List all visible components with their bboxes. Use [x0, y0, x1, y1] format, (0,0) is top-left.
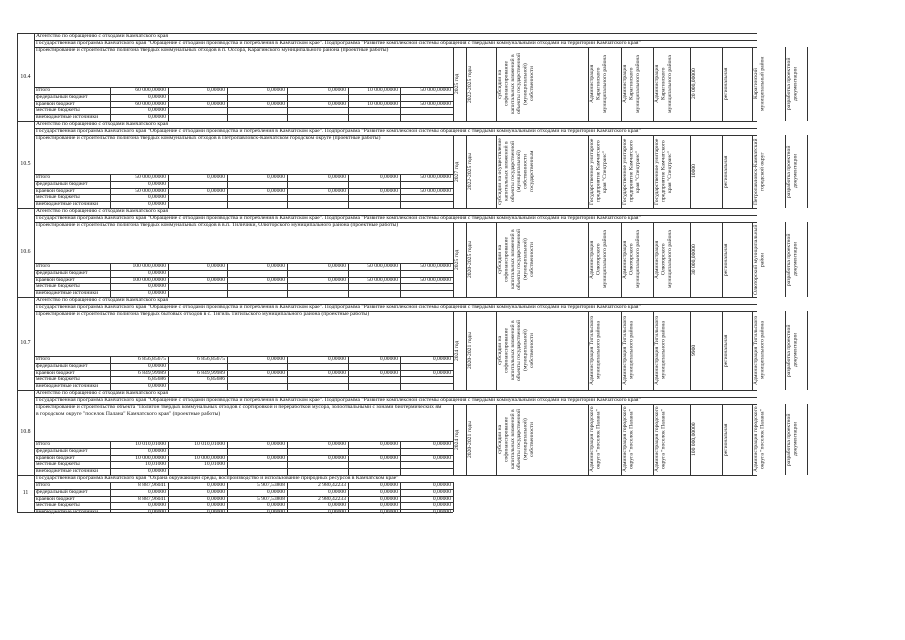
finance-value: 0,00000	[327, 454, 346, 461]
finance-value: 10 000,00000	[194, 454, 225, 461]
rule-line	[348, 441, 349, 475]
finance-value: 0,00000	[432, 482, 451, 488]
finance-value: 0,00000	[327, 100, 346, 107]
finance-row-label: внебюджетные источники	[36, 468, 99, 475]
finance-value: 0,00000	[379, 174, 398, 180]
vertical-attribute: субсидии на софинансирование капитальных вложений в объекты государственной (муниципальной) собственности	[497, 53, 536, 115]
finance-row-label: Итого	[36, 263, 51, 269]
row-number: 10.7	[20, 340, 31, 346]
rule-line	[227, 87, 228, 121]
vertical-attribute: Государственное унитарное предприятие Камчатского края "Спецтранс"	[622, 138, 641, 205]
finance-value: 0,00000	[206, 488, 225, 495]
row-number: 11	[22, 490, 29, 496]
finance-value: 60 000,00000	[135, 87, 166, 93]
object-title: Проектирование и строительство полигона твердых коммунальных отходов в Петропавловск-Камчатском городском округе (проектные работы)	[36, 135, 381, 141]
finance-value: 10 000,00000	[135, 454, 166, 461]
finance-value: 0,00000	[432, 509, 451, 516]
rule-line	[168, 356, 169, 390]
finance-value: 0,00000	[206, 482, 225, 488]
finance-value: 0,00000	[379, 454, 398, 461]
object-title: Проектирование и строительство полигона твердых коммунальных отходов в п. Оссора, Карагинского муниципального района (проектные работы)	[36, 47, 389, 53]
vertical-attribute: Государственное унитарное предприятие Камчатского края "Спецтранс"	[654, 138, 673, 205]
vertical-attribute: субсидии на осуществление капитальных вложений в объекты государственной (муниципальной) собственности государственным	[497, 138, 536, 205]
vertical-attribute: разработка проектной документации	[786, 57, 799, 111]
vertical-attribute: 2025 год	[454, 249, 460, 270]
rule-line	[227, 482, 228, 512]
object-title: Проектирование и строительство полигона твердых коммунальных отходов в в.п. Тиличики, Олюторского муниципального района (проектные работы)	[36, 222, 399, 228]
vertical-attribute: 2022-2025 годы	[467, 65, 473, 103]
rule-line	[400, 263, 401, 297]
program-title: Государственная программа Камчатского края "Обращение с отходами производства и потребления в Камчатском крае". Подпрограмма "Развитие комплексной системы обращения с твердыми коммунальными отходами на территории Камчатского края"	[36, 128, 641, 134]
finance-row-label: краевой бюджет	[36, 276, 75, 283]
finance-value: 0,00000	[379, 482, 398, 488]
rule-line	[287, 87, 288, 121]
finance-value: 10 000,00000	[367, 87, 398, 93]
finance-value: 0,00000	[266, 441, 285, 447]
rule-line	[110, 441, 111, 475]
finance-value: 5 907,53808	[257, 482, 285, 488]
finance-value: 0,00000	[327, 263, 346, 269]
finance-value: 0,00000	[327, 441, 346, 447]
rule-line	[17, 512, 453, 513]
rule-line	[110, 174, 111, 208]
finance-value: 0,00000	[379, 502, 398, 509]
program-title: Государственная программа Камчатского края "Обращение с отходами производства и потребления в Камчатском крае". Подпрограмма "Развитие комплексной системы обращения с твердыми коммунальными отходами на территории Камчатского края"	[36, 397, 641, 403]
finance-row-label: внебюджетные источники	[36, 201, 99, 208]
finance-value: 50 000,00000	[135, 187, 166, 194]
vertical-attribute: Администрация Тигильского муниципального района	[753, 315, 766, 386]
finance-row-label: федеральный бюджет	[36, 447, 88, 454]
finance-value: 0,00000	[432, 488, 451, 495]
row-number: 10.6	[20, 249, 31, 255]
rule-line	[110, 87, 111, 121]
vertical-attribute: региональная	[723, 243, 729, 276]
finance-value: 0,00000	[147, 201, 166, 208]
finance-row-label: Итого	[36, 356, 51, 362]
vertical-attribute: Администрация городского округа "поселок Палана"	[622, 406, 635, 473]
finance-row-label: местные бюджеты	[36, 283, 80, 290]
finance-value: 0,00000	[147, 509, 166, 516]
finance-row-label: краевой бюджет	[36, 369, 75, 376]
vertical-attribute: Администрация городского округа "поселок Палана"	[753, 406, 766, 473]
rule-line	[400, 482, 401, 512]
vertical-attribute: 10000	[691, 164, 697, 179]
vertical-attribute: Администрация Тигильского муниципального района	[589, 315, 602, 386]
finance-row-label: внебюджетные источники	[36, 290, 99, 297]
finance-value: 0,00000	[266, 187, 285, 194]
agency-name: Агентство по обращению с отходами Камчатского края	[36, 33, 168, 39]
vertical-attribute: субсидии на софинансирование капитальных вложений в объекты государственной (муниципальной) собственности	[497, 409, 536, 470]
agency-name: Агентство по обращению с отходами Камчатского края	[36, 390, 168, 396]
finance-value: 0,00000	[327, 187, 346, 194]
vertical-attribute: Карагинский муниципальный район	[753, 56, 766, 112]
finance-value: 2 980,42233	[318, 482, 346, 488]
finance-row-label: местные бюджеты	[36, 376, 80, 383]
vertical-attribute: субсидии на софинансирование капитальных вложений в объекты государственной (муниципальной) собственности	[497, 229, 536, 290]
vertical-attribute: региональная	[723, 423, 729, 456]
finance-value: 0,00000	[266, 263, 285, 269]
finance-value: 8 887,96041	[138, 482, 166, 488]
finance-value: 6 856,85675	[197, 356, 225, 362]
vertical-attribute: Администрация Карагинского муниципального района	[654, 55, 673, 113]
program-title: Государственная программа Камчатского края "Охрана окружающей среды, воспроизводство и использование природных ресурсов в Камчатском крае"	[36, 475, 399, 481]
vertical-attribute: разработка проектной документации	[786, 413, 799, 466]
finance-row-label: внебюджетные источники	[36, 114, 99, 121]
row-number: 10.8	[20, 429, 31, 435]
finance-value: 0,00000	[147, 114, 166, 121]
finance-value: 50 000,00000	[420, 187, 451, 194]
vertical-attribute: 2022-2025 годы	[467, 152, 473, 191]
vertical-attribute: 20 000,00000	[691, 68, 697, 100]
vertical-attribute: Администрация Карагинского муниципального района	[622, 55, 641, 113]
finance-row-label: местные бюджеты	[36, 194, 80, 201]
finance-value: 0,00000	[206, 100, 225, 107]
vertical-attribute: Администрация Тигильского муниципального района	[654, 315, 667, 386]
finance-value: 0,00000	[147, 283, 166, 290]
finance-row-label: краевой бюджет	[36, 187, 75, 194]
vertical-attribute: Администрация Олюторского муниципального района	[654, 230, 673, 289]
finance-row-label: краевой бюджет	[36, 495, 75, 502]
vertical-attribute: разработка проектной документации	[786, 233, 799, 286]
vertical-attribute: Олюторский муниципальный район	[753, 224, 766, 295]
finance-value: 50 000,00000	[420, 174, 451, 180]
object-title: Проектирование и строительство полигона твердых бытовых отходов в с. Тигиль Тигильского муниципального района (проектные работы)	[36, 311, 370, 317]
rule-line	[168, 441, 169, 475]
finance-value: 0,00000	[206, 87, 225, 93]
vertical-attribute: 100 000,00000	[691, 422, 697, 457]
vertical-attribute: 2020-2025 годы	[467, 240, 473, 279]
finance-value: 10 010,01000	[194, 441, 225, 447]
rule-line	[168, 482, 169, 512]
rule-line	[287, 441, 288, 475]
rule-line	[110, 356, 111, 390]
finance-value: 6,85686	[147, 376, 166, 383]
program-title: Государственная программа Камчатского края "Обращение с отходами производства и потребления в Камчатском крае". Подпрограмма "Развитие комплексной системы обращения с твердыми коммунальными отходами на территории Камчатского края"	[36, 40, 641, 46]
finance-value: 0,00000	[379, 356, 398, 362]
rule-line	[400, 174, 401, 208]
vertical-attribute: региональная	[723, 155, 729, 188]
finance-value: 50 000,00000	[367, 276, 398, 283]
finance-value: 0,00000	[327, 502, 346, 509]
finance-value: 50 000,00000	[135, 174, 166, 180]
finance-value: 0,00000	[432, 369, 451, 376]
finance-row-label: внебюджетные источники	[36, 383, 99, 390]
finance-value: 0,00000	[147, 107, 166, 114]
finance-value: 0,00000	[379, 488, 398, 495]
rule-line	[287, 263, 288, 297]
finance-row-label: местные бюджеты	[36, 461, 80, 468]
finance-value: 0,00000	[327, 369, 346, 376]
finance-value: 100 000,00000	[132, 276, 166, 283]
finance-value: 0,00000	[206, 263, 225, 269]
finance-value: 0,00000	[432, 441, 451, 447]
finance-value: 0,00000	[432, 495, 451, 502]
rule-line	[400, 356, 401, 390]
rule-line	[227, 356, 228, 390]
rule-line	[807, 47, 808, 121]
finance-value: 10 010,01000	[135, 441, 166, 447]
finance-value: 0,00000	[266, 174, 285, 180]
vertical-attribute: Администрация Карагинского муниципального района	[589, 55, 608, 113]
finance-value: 0,00000	[147, 488, 166, 495]
finance-value: 0,00000	[206, 509, 225, 516]
row-number: 10.5	[20, 161, 31, 167]
finance-value: 0,00000	[327, 509, 346, 516]
finance-value: 0,00000	[327, 276, 346, 283]
finance-value: 0,00000	[266, 454, 285, 461]
finance-row-label: краевой бюджет	[36, 454, 75, 461]
rule-line	[110, 263, 111, 297]
finance-value: 0,00000	[379, 509, 398, 516]
finance-value: 10,01000	[145, 461, 166, 468]
rule-line	[807, 311, 808, 390]
finance-value: 0,00000	[206, 502, 225, 509]
vertical-attribute: разработка проектной документации	[786, 145, 799, 198]
vertical-attribute: 2024 год	[454, 429, 460, 450]
finance-value: 100 000,00000	[132, 263, 166, 269]
finance-value: 0,00000	[147, 180, 166, 187]
rule-line	[168, 174, 169, 208]
finance-value: 6 849,99989	[138, 369, 166, 376]
rule-line	[168, 263, 169, 297]
finance-value: 0,00000	[266, 356, 285, 362]
finance-value: 50 000,00000	[420, 263, 451, 269]
rule-line	[348, 356, 349, 390]
rule-line	[110, 482, 111, 512]
finance-value: 0,00000	[147, 447, 166, 454]
rule-line	[400, 87, 401, 121]
vertical-attribute: 2020-2021 годы	[467, 420, 473, 459]
finance-row-label: местные бюджеты	[36, 502, 80, 509]
finance-value: 0,00000	[379, 441, 398, 447]
vertical-attribute: 30 000,00000	[691, 244, 697, 275]
finance-value: 0,00000	[327, 488, 346, 495]
finance-row-label: внебюджетные источники	[36, 509, 99, 516]
rule-line	[348, 263, 349, 297]
finance-row-label: Итого	[36, 174, 51, 180]
rule-line	[400, 441, 401, 475]
finance-value: 0,00000	[206, 276, 225, 283]
finance-value: 5 907,53808	[257, 495, 285, 502]
vertical-attribute: 9900	[691, 344, 697, 357]
vertical-attribute: 2020-2021 годы	[467, 331, 473, 370]
finance-value: 2 980,42233	[318, 495, 346, 502]
finance-value: 0,00000	[147, 362, 166, 369]
vertical-attribute: Администрация Олюторского муниципального района	[622, 230, 641, 289]
finance-value: 6 849,99989	[197, 369, 225, 376]
finance-value: 0,00000	[147, 383, 166, 390]
vertical-attribute: Администрация Олюторского муниципального района	[589, 230, 608, 289]
rule-line	[348, 87, 349, 121]
finance-row-label: краевой бюджет	[36, 100, 75, 107]
program-title: Государственная программа Камчатского края "Обращение с отходами производства и потребления в Камчатском крае". Подпрограмма "Развитие комплексной системы обращения с твердыми коммунальными отходами на территории Камчатского края"	[36, 304, 641, 310]
finance-value: 0,00000	[432, 454, 451, 461]
vertical-attribute: региональная	[723, 67, 729, 101]
rule-line	[227, 441, 228, 475]
vertical-attribute: Администрация городского округа "поселок Палана"	[654, 406, 667, 473]
rule-line	[168, 87, 169, 121]
rule-line	[807, 135, 808, 208]
finance-value: 60 000,00000	[135, 100, 166, 107]
finance-value: 0,00000	[147, 502, 166, 509]
finance-value: 6 856,85675	[138, 356, 166, 362]
vertical-attribute: Администрация городского округа "поселок Палана"	[589, 406, 602, 473]
finance-value: 0,00000	[147, 468, 166, 475]
vertical-attribute: Петропавловск-Камчатский городской округ	[753, 138, 766, 205]
finance-value: 0,00000	[432, 502, 451, 509]
rule-line	[227, 174, 228, 208]
row-number: 10.4	[20, 74, 31, 80]
agency-name: Агентство по обращению с отходами Камчатского края	[36, 297, 168, 303]
rule-line	[227, 263, 228, 297]
finance-value: 0,00000	[147, 269, 166, 276]
finance-value: 0,00000	[266, 488, 285, 495]
finance-value: 0,00000	[206, 495, 225, 502]
rule-line	[348, 174, 349, 208]
vertical-attribute: разработка проектной документации	[786, 324, 799, 377]
rule-line	[453, 482, 454, 512]
finance-row-label: Итого	[36, 441, 51, 447]
finance-row-label: федеральный бюджет	[36, 180, 88, 187]
finance-value: 0,00000	[327, 356, 346, 362]
agency-name: Агентство по обращению с отходами Камчатского края	[36, 121, 168, 127]
finance-value: 0,00000	[206, 187, 225, 194]
finance-row-label: Итого	[36, 482, 51, 488]
finance-value: 0,00000	[327, 174, 346, 180]
finance-value: 0,00000	[147, 290, 166, 297]
vertical-attribute: Государственное унитарное предприятие Камчатского края "Спецтранс"	[589, 138, 608, 205]
finance-value: 0,00000	[266, 87, 285, 93]
finance-value: 10 000,00000	[367, 100, 398, 107]
vertical-attribute: субсидии на софинансирование капитальных вложений в объекты государственной (муниципальной) собственности	[497, 320, 536, 381]
finance-row-label: федеральный бюджет	[36, 269, 88, 276]
finance-value: 0,00000	[266, 369, 285, 376]
finance-value: 0,00000	[379, 369, 398, 376]
finance-value: 0,00000	[147, 194, 166, 201]
finance-value: 50 000,00000	[420, 100, 451, 107]
vertical-attribute: 2024 год	[454, 340, 460, 361]
finance-row-label: Итого	[36, 87, 51, 93]
finance-value: 0,00000	[327, 87, 346, 93]
finance-row-label: федеральный бюджет	[36, 362, 88, 369]
finance-value: 50 000,00000	[420, 276, 451, 283]
vertical-attribute: 2025 год	[454, 73, 460, 95]
rule-line	[287, 482, 288, 512]
finance-value: 0,00000	[266, 502, 285, 509]
finance-value: 6,85686	[206, 376, 225, 383]
finance-value: 0,00000	[379, 187, 398, 194]
finance-value: 0,00000	[379, 495, 398, 502]
vertical-attribute: 2027 год	[454, 161, 460, 182]
finance-value: 50 000,00000	[367, 263, 398, 269]
finance-value: 0,00000	[432, 356, 451, 362]
finance-row-label: федеральный бюджет	[36, 488, 88, 495]
vertical-attribute: региональная	[723, 334, 729, 367]
vertical-attribute: Администрация Тигильского муниципального района	[622, 315, 635, 386]
rule-line	[348, 482, 349, 512]
finance-row-label: местные бюджеты	[36, 107, 80, 114]
finance-row-label: федеральный бюджет	[36, 93, 88, 100]
agency-name: Агентство по обращению с отходами Камчатского края	[36, 208, 168, 214]
program-title: Государственная программа Камчатского края "Обращение с отходами производства и потребления в Камчатском крае". Подпрограмма "Развитие комплексной системы обращения с твердыми коммунальными отходами на территории Камчатского края"	[36, 215, 641, 221]
rule-line	[807, 404, 808, 475]
rule-line	[287, 174, 288, 208]
finance-value: 0,00000	[206, 174, 225, 180]
finance-value: 8 887,96041	[138, 495, 166, 502]
finance-value: 10,01000	[204, 461, 225, 468]
rule-line	[807, 222, 808, 297]
object-title: Проектирование и строительство объекта "Полигон твердых коммунальных отходов с сортировкой и переработкой мусора, золоотвальными с зонами биотермических ям в городском округе "поселок Палана" Камчатского края" (проектные работы)	[36, 404, 442, 417]
finance-value: 0,00000	[147, 93, 166, 100]
finance-value: 0,00000	[266, 509, 285, 516]
finance-value: 50 000,00000	[420, 87, 451, 93]
finance-value: 0,00000	[266, 276, 285, 283]
finance-value: 0,00000	[266, 100, 285, 107]
rule-line	[287, 356, 288, 390]
